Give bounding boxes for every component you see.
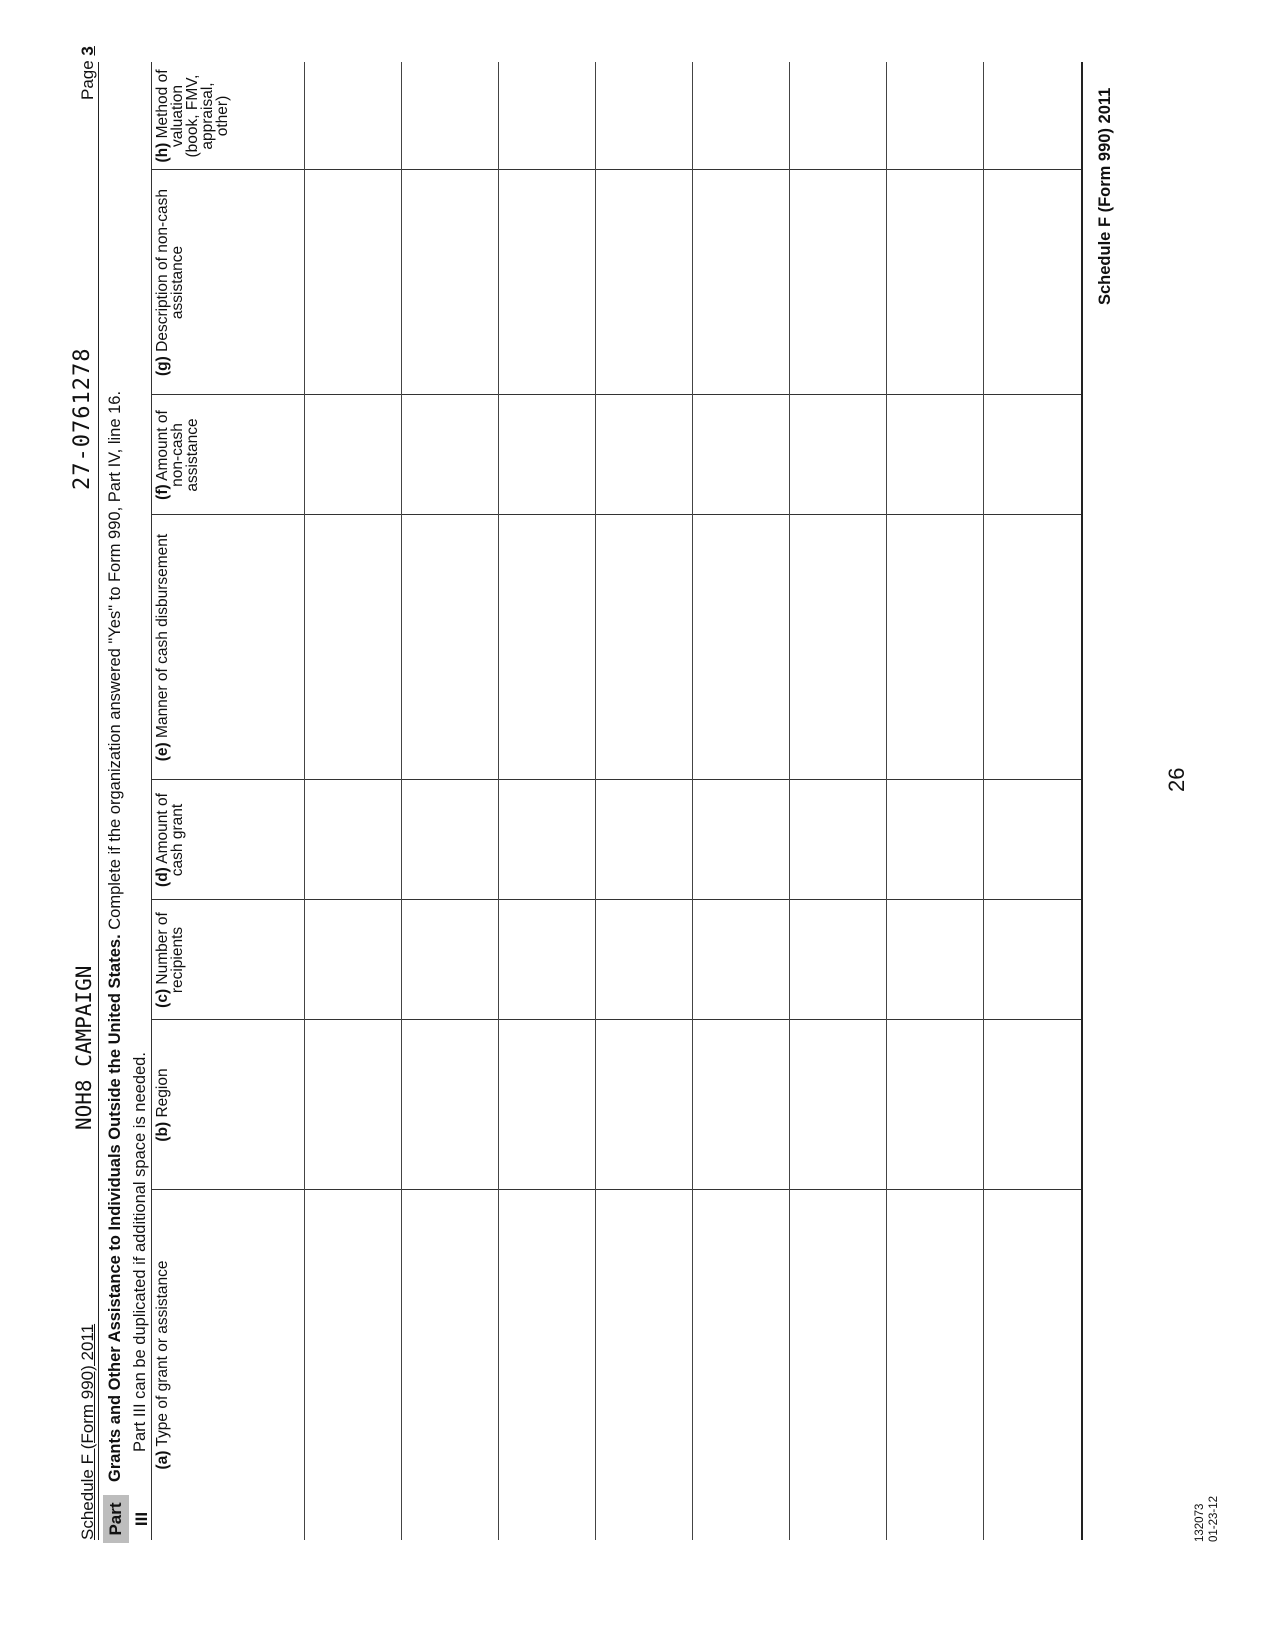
assistance-table [151,62,1081,1540]
column-header-e: (e) Manner of cash disbursement [154,533,171,762]
table-cell[interactable] [793,399,882,511]
column-divider [151,1019,1081,1020]
table-cell[interactable] [696,519,785,776]
table-cell[interactable] [793,784,882,896]
column-header-f: (f) Amount of non-cash assistance [154,410,201,500]
table-cell[interactable] [502,1194,591,1536]
table-cell[interactable] [599,1024,688,1186]
form-date-code: 01-23-12 [1208,1495,1220,1542]
table-cell[interactable] [502,904,591,1016]
column-header-c: (c) Number of recipients [154,912,186,1008]
table-cell[interactable] [793,66,882,166]
table-cell[interactable] [502,519,591,776]
column-divider [151,394,1081,395]
table-cell[interactable] [308,66,397,166]
table-cell[interactable] [308,174,397,391]
table-cell[interactable] [890,904,979,1016]
header-rule [98,62,99,1540]
table-cell[interactable] [987,66,1077,166]
page-label: Page 3 [78,46,97,100]
part-badge: Part III [103,1495,129,1543]
table-cell[interactable] [696,1024,785,1186]
form-label: Schedule F (Form 990) 2011 [78,1323,97,1540]
table-cell[interactable] [793,904,882,1016]
table-cell[interactable] [793,1194,882,1536]
row-divider [401,62,402,1540]
table-cell[interactable] [696,904,785,1016]
table-cell[interactable] [405,1194,494,1536]
table-cell[interactable] [405,519,494,776]
table-cell[interactable] [599,904,688,1016]
table-cell[interactable] [502,1024,591,1186]
table-cell[interactable] [405,66,494,166]
table-cell[interactable] [599,66,688,166]
table-cell[interactable] [890,1024,979,1186]
table-cell[interactable] [696,1194,785,1536]
table-cell[interactable] [793,519,882,776]
column-header-a: (a) Type of grant or assistance [154,1260,171,1470]
footer-form-label: Schedule F (Form 990) 2011 [1096,87,1114,305]
ein-number: 27-0761278 [70,347,95,490]
table-cell[interactable] [599,1194,688,1536]
row-divider [595,62,596,1540]
table-cell[interactable] [405,1024,494,1186]
table-cell[interactable] [405,399,494,511]
table-cell[interactable] [793,1024,882,1186]
table-cell[interactable] [696,784,785,896]
part-note: Part III can be duplicated if additional space is needed. [131,1052,149,1452]
table-cell[interactable] [599,784,688,896]
column-divider [151,514,1081,515]
table-cell[interactable] [987,399,1077,511]
row-divider [983,62,984,1540]
table-cell[interactable] [987,1194,1077,1536]
table-cell[interactable] [405,904,494,1016]
column-header-g: (g) Description of non-cash assistance [154,189,186,376]
table-cell[interactable] [890,399,979,511]
table-cell[interactable] [987,519,1077,776]
table-cell[interactable] [793,174,882,391]
table-cell[interactable] [696,174,785,391]
table-cell[interactable] [405,174,494,391]
table-cell[interactable] [987,1024,1077,1186]
table-cell[interactable] [502,174,591,391]
table-cell[interactable] [502,66,591,166]
page-number: 26 [1164,767,1189,792]
form-code: 132073 [1194,1503,1206,1542]
table-cell[interactable] [696,66,785,166]
table-cell[interactable] [308,1194,397,1536]
table-cell[interactable] [308,784,397,896]
table-cell[interactable] [308,1024,397,1186]
table-cell[interactable] [308,399,397,511]
table-cell[interactable] [308,904,397,1016]
part-title: Grants and Other Assistance to Individuals Outside the United States. Complete if the organization answered "Yes" to Form 990, Part IV, line 16. [106,390,124,1482]
table-bottom-rule [1081,62,1083,1540]
table-cell[interactable] [987,784,1077,896]
table-cell[interactable] [405,784,494,896]
column-divider [151,899,1081,900]
table-cell[interactable] [890,174,979,391]
table-cell[interactable] [890,519,979,776]
table-cell[interactable] [890,1194,979,1536]
table-cell[interactable] [502,399,591,511]
row-divider [304,62,305,1540]
table-cell[interactable] [696,399,785,511]
row-divider [886,62,887,1540]
table-cell[interactable] [599,174,688,391]
table-cell[interactable] [890,66,979,166]
table-cell[interactable] [502,784,591,896]
column-header-d: (d) Amount of cash grant [154,793,186,887]
row-divider [692,62,693,1540]
column-divider [151,169,1081,170]
row-divider [789,62,790,1540]
column-header-b: (b) Region [154,1068,171,1142]
table-cell[interactable] [599,399,688,511]
row-divider [498,62,499,1540]
table-cell[interactable] [308,519,397,776]
table-cell[interactable] [987,904,1077,1016]
table-cell[interactable] [987,174,1077,391]
table-cell[interactable] [599,519,688,776]
column-divider [151,779,1081,780]
column-header-h: (h) Method of valuation (book, FMV, appraisal, other) [154,69,231,163]
organization-name: NOH8 CAMPAIGN [72,965,96,1130]
table-cell[interactable] [890,784,979,896]
column-divider [151,1189,1081,1190]
